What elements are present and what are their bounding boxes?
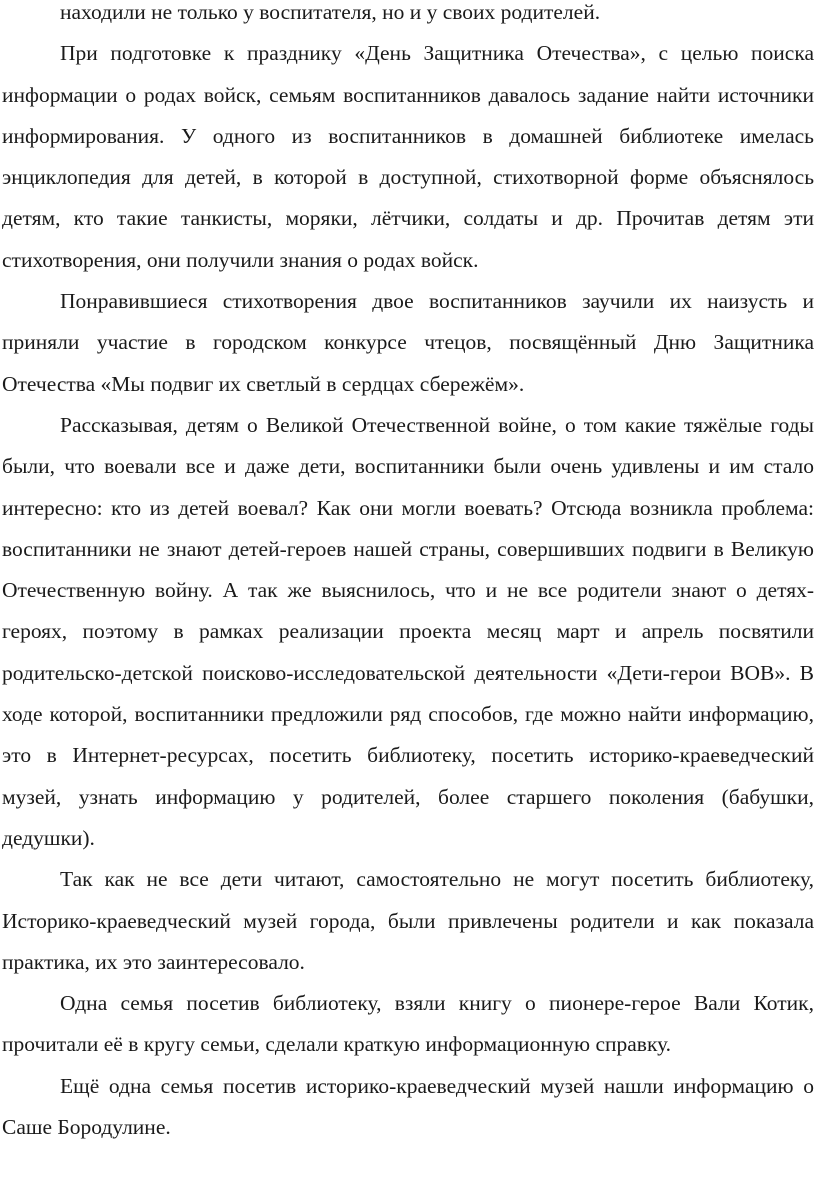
paragraph-library-visit: Одна семья посетив библиотеку, взяли книгу о пионере-герое Вали Котик, прочитали её в кругу семьи, сделали краткую информационную справку.: [2, 991, 814, 1057]
paragraph-holiday-preparation: При подготовке к празднику «День Защитника Отечества», с целью поиска информации о родах войск, семьям воспитанников давалось задание найти источники информирования. У одного из воспитанников в домашней библиотеке имелась энциклопедия для детей, в которой в доступной, стихотворной форме объяснялось детям, кто такие танкисты, моряки, лётчики, солдаты и др. Прочитав детям эти стихотворения, они получили знания о родах войск.: [2, 41, 814, 272]
paragraph-children-heroes-project: Рассказывая, детям о Великой Отечественной войне, о том какие тяжёлые годы были, что воевали все и даже дети, воспитанники были очень удивлены и им стало интересно: кто из детей воевал? Как они могли воевать? Отсюда возникла проблема: воспитанники не знают детей-героев нашей страны, совершивших подвиги в Великую Отечественную войну. А так же выяснилось, что и не все родители знают о детях-героях, поэтому в рамках реализации проекта месяц март и апрель посвятили родительско-детской поисково-исследовательской деятельности «Дети-герои ВОВ». В ходе которой, воспитанники предложили ряд способов, где можно найти информацию, это в Интернет-ресурсах, посетить библиотеку, посетить историко-краеведческий музей, узнать информацию у родителей, более старшего поколения (бабушки, дедушки).: [2, 412, 814, 850]
paragraph-poetry-contest: Понравившиеся стихотворения двое воспитанников заучили их наизусть и приняли участие в городском конкурсе чтецов, посвящённый Дню Защитника Отечества «Мы подвиг их светлый в сердцах сбережём».: [2, 289, 814, 396]
document-page: [2, 0, 814, 1148]
paragraph-museum-visit: Ещё одна семья посетив историко-краеведческий музей нашли информацию о Саше Бородулине.: [2, 1073, 814, 1140]
paragraph-continuation: находили не только у воспитателя, но и у своих родителей.: [60, 0, 601, 24]
paragraph-parents-involved: Так как не все дети читают, самостоятельно не могут посетить библиотеку, Историко-краеведческий музей города, были привлечены родители и как показала практика, их это заинтересовало.: [2, 867, 814, 974]
